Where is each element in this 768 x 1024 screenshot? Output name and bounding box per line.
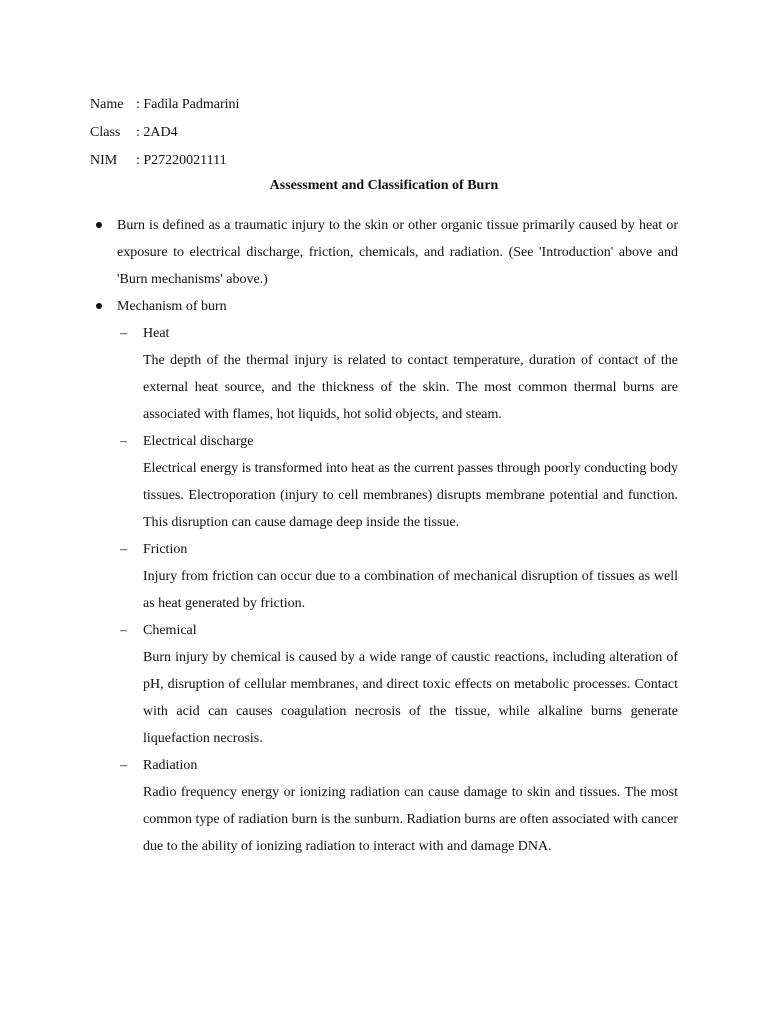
mechanism-radiation	[90, 752, 678, 860]
document-body	[90, 212, 678, 860]
mechanism-electrical	[90, 428, 678, 536]
dash-icon: –	[120, 542, 127, 557]
name-row	[90, 91, 239, 119]
mechanism-heading: Electrical discharge	[143, 434, 254, 449]
bullet-icon	[96, 222, 102, 228]
class-value: : 2AD4	[136, 125, 178, 140]
name-value: : Fadila Padmarini	[136, 97, 240, 112]
dash-icon: –	[120, 434, 127, 449]
mechanism-heading: Friction	[143, 542, 188, 557]
name-label: Name	[90, 97, 124, 112]
class-row	[90, 119, 239, 147]
mechanism-description: Injury from friction can occur due to a combination of mechanical disruption of tissues as well as heat generated by friction.	[143, 569, 678, 611]
nim-row	[90, 147, 239, 175]
bullet-mechanism	[90, 293, 678, 320]
dash-icon: –	[120, 623, 127, 638]
class-label: Class	[90, 125, 121, 140]
bullet-text: Mechanism of burn	[117, 299, 227, 314]
document-title: Assessment and Classification of Burn	[269, 178, 499, 193]
nim-value: : P27220021111	[136, 153, 227, 168]
mechanism-heat	[90, 320, 678, 428]
bullet-definition	[90, 212, 678, 293]
bullet-icon	[96, 303, 102, 309]
mechanism-heading: Heat	[143, 326, 170, 341]
dash-icon: –	[120, 758, 127, 773]
mechanism-description: Radio frequency energy or ionizing radiation can cause damage to skin and tissues. The most common type of radiation burn is the sunburn. Radiation burns are often associated with cancer due to the ability of ionizing radiation to interact with and damage DNA.	[143, 785, 678, 854]
student-info	[90, 91, 239, 175]
mechanism-heading: Radiation	[143, 758, 198, 773]
nim-label: NIM	[90, 153, 118, 168]
mechanism-friction	[90, 536, 678, 617]
mechanism-chemical	[90, 617, 678, 752]
dash-icon: –	[120, 326, 127, 341]
bullet-text: Burn is defined as a traumatic injury to the skin or other organic tissue primarily caused by heat or exposure to electrical discharge, friction, chemicals, and radiation. (See 'Introduction' above and 'Burn mechanisms' above.)	[117, 218, 678, 287]
mechanism-heading: Chemical	[143, 623, 197, 638]
mechanism-description: Burn injury by chemical is caused by a wide range of caustic reactions, including alteration of pH, disruption of cellular membranes, and direct toxic effects on metabolic processes. Contact with acid can causes coagulation necrosis of the tissue, while alkaline burns generate liquefaction necrosis.	[143, 650, 678, 746]
mechanism-description: The depth of the thermal injury is related to contact temperature, duration of contact of the external heat source, and the thickness of the skin. The most common thermal burns are associated with flames, hot liquids, hot solid objects, and steam.	[143, 353, 678, 422]
mechanism-description: Electrical energy is transformed into heat as the current passes through poorly conducting body tissues. Electroporation (injury to cell membranes) disrupts membrane potential and function. This disruption can cause damage deep inside the tissue.	[143, 461, 678, 530]
